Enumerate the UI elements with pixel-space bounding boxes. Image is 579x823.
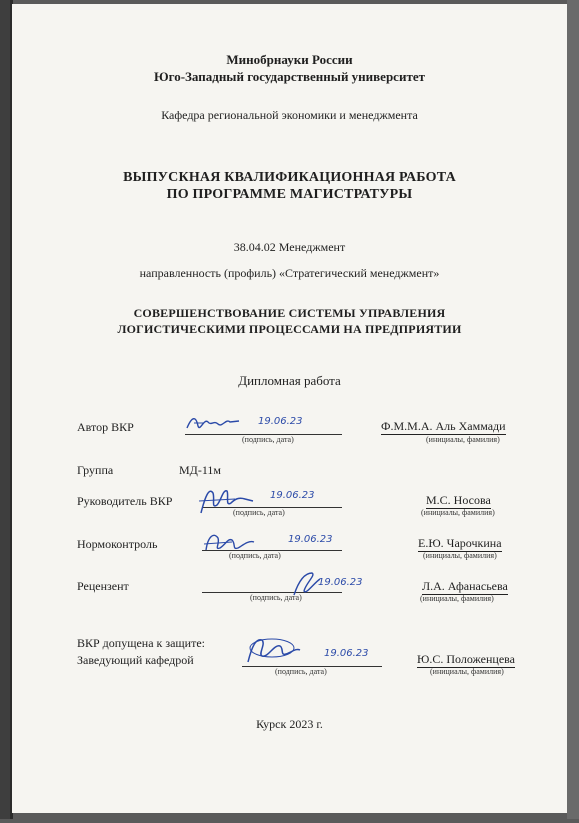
program-profile: направленность (профиль) «Стратегический менеджмент»: [139, 266, 440, 280]
author-name: Ф.М.М.А. Аль Хаммади: [381, 419, 506, 433]
admission-label: ВКР допущена к защите:: [77, 636, 205, 650]
supervisor-sign-caption: (подпись, дата): [233, 508, 285, 517]
reviewer-sign-caption: (подпись, дата): [250, 593, 302, 602]
topic-line1: СОВЕРШЕНСТВОВАНИЕ СИСТЕМЫ УПРАВЛЕНИЯ: [133, 306, 446, 320]
work-type: Дипломная работа: [238, 373, 341, 388]
reviewer-label: Рецензент: [77, 579, 129, 593]
normcontrol-name-caption: (инициалы, фамилия): [423, 551, 497, 560]
normcontrol-date: 19.06.23: [288, 534, 333, 545]
author-signature: [184, 412, 244, 434]
supervisor-label: Руководитель ВКР: [77, 494, 173, 508]
department-heading: Кафедра региональной экономики и менеджмента: [161, 108, 418, 122]
author-name-caption: (инициалы, фамилия): [426, 435, 500, 444]
supervisor-name: М.С. Носова: [426, 493, 491, 507]
author-sign-caption: (подпись, дата): [242, 435, 294, 444]
author-date: 19.06.23: [258, 416, 303, 427]
city-year: Курск 2023 г.: [256, 717, 323, 731]
author-label: Автор ВКР: [77, 420, 134, 434]
normcontrol-label: Нормоконтроль: [77, 537, 158, 551]
title-page: [12, 4, 567, 813]
university-heading: Юго-Западный государственный университет: [154, 69, 425, 84]
admission-sign-caption: (подпись, дата): [275, 667, 327, 676]
supervisor-date: 19.06.23: [270, 490, 315, 501]
group-value: МД-11м: [179, 463, 221, 477]
supervisor-name-caption: (инициалы, фамилия): [421, 508, 495, 517]
program-code: 38.04.02 Менеджмент: [233, 240, 346, 254]
head-name-caption: (инициалы, фамилия): [430, 667, 504, 676]
work-title-line2: ПО ПРОГРАММЕ МАГИСТРАТУРЫ: [166, 187, 413, 202]
reviewer-name-caption: (инициалы, фамилия): [420, 594, 494, 603]
head-signature: [240, 634, 304, 668]
ministry-heading: Минобрнауки России: [226, 52, 353, 67]
reviewer-date: 19.06.23: [318, 577, 363, 588]
work-title-line1: ВЫПУСКНАЯ КВАЛИФИКАЦИОННАЯ РАБОТА: [123, 170, 456, 185]
group-label: Группа: [77, 463, 114, 477]
head-of-department-label: Заведующий кафедрой: [77, 653, 194, 667]
normcontrol-name: Е.Ю. Чарочкина: [418, 536, 502, 550]
scan-right-shadow: [567, 0, 579, 819]
reviewer-name: Л.А. Афанасьева: [422, 579, 508, 593]
head-name: Ю.С. Положенцева: [417, 652, 515, 666]
admission-date: 19.06.23: [324, 648, 369, 659]
topic-line2: ЛОГИСТИЧЕСКИМИ ПРОЦЕССАМИ НА ПРЕДПРИЯТИИ: [117, 322, 462, 336]
normcontrol-sign-caption: (подпись, дата): [229, 551, 281, 560]
